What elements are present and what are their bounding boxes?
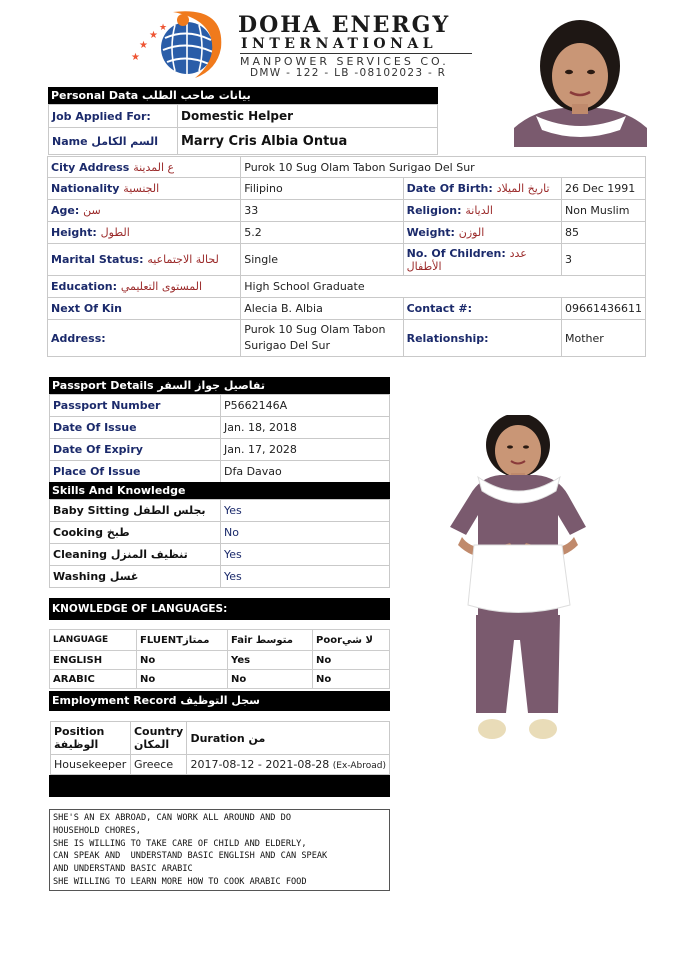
col-position-label: Position [54, 725, 105, 738]
col-duration-label: Duration [190, 731, 245, 745]
employment-duration: 2017-08-12 - 2021-08-28 [190, 758, 330, 771]
marital-label-cell [48, 244, 241, 276]
employment-position: Housekeeper [51, 755, 131, 775]
language-name: ARABIC [50, 670, 137, 689]
col-duration-label-ar: من [248, 731, 266, 745]
portrait-photo [514, 18, 647, 147]
education-label: Education: [51, 280, 117, 293]
employment-header-duration [187, 722, 390, 755]
employment-footer-bar [49, 775, 390, 797]
language-fluent: No [137, 651, 228, 670]
passport-number-value: P5662146A [221, 395, 390, 417]
skill-label: Washing [53, 570, 107, 583]
children-value: 3 [561, 244, 645, 276]
skill-label-cell [50, 522, 221, 544]
company-subtitle: INTERNATIONAL [241, 36, 438, 52]
dob-value: 26 Dec 1991 [561, 178, 645, 200]
weight-label-cell [403, 222, 561, 244]
religion-label-cell [403, 200, 561, 222]
employment-section-title: Employment Record سجل التوظيف [49, 691, 390, 711]
height-label: Height: [51, 226, 97, 239]
name-label-cell [49, 128, 178, 155]
children-label-ar: عدد الأطفال [406, 246, 527, 273]
employment-header-position [51, 722, 131, 755]
age-label-cell [48, 200, 241, 222]
language-row [50, 670, 390, 689]
full-body-photo [440, 415, 590, 745]
children-label: No. Of Children: [406, 246, 506, 260]
skill-value: Yes [221, 566, 390, 588]
marital-label: Marital Status: [51, 253, 144, 266]
nationality-label-cell [48, 178, 241, 200]
nationality-value: Filipino [241, 178, 403, 200]
svg-text:★: ★ [159, 23, 168, 33]
lang-header-fluent: FLUENTممتاز [137, 630, 228, 651]
skill-label-cell [50, 544, 221, 566]
company-name: DOHA ENERGY [238, 12, 451, 38]
skill-value: No [221, 522, 390, 544]
svg-text:★: ★ [149, 30, 158, 41]
relationship-label: Relationship: [403, 320, 561, 357]
skill-label: Baby Sitting [53, 504, 130, 517]
svg-text:★: ★ [131, 52, 140, 63]
job-label: Job Applied For: [49, 105, 178, 128]
education-label-ar: المستوى التعليمي [120, 280, 203, 293]
skill-label-cell [50, 566, 221, 588]
name-label: Name [52, 134, 88, 148]
language-name: ENGLISH [50, 651, 137, 670]
skill-label-ar: طبخ [106, 526, 130, 539]
nationality-label: Nationality [51, 182, 120, 195]
skill-row [50, 566, 390, 588]
marital-value: Single [241, 244, 403, 276]
skill-label-ar: بجلس الطفل [133, 504, 206, 517]
language-row [50, 651, 390, 670]
skill-label-ar: تنظيف المنزل [110, 548, 188, 561]
skills-table [49, 499, 390, 588]
city-label-ar: ع المدينة [133, 160, 175, 174]
company-logo [125, 8, 230, 83]
language-poor: No [313, 651, 390, 670]
company-license: DMW - 122 - LB -08102023 - R [250, 67, 447, 79]
age-value: 33 [241, 200, 403, 222]
kin-label: Next Of Kin [48, 298, 241, 320]
kin-value: Alecia B. Albia [241, 298, 403, 320]
contact-value: 09661436611 [561, 298, 645, 320]
language-poor: No [313, 670, 390, 689]
skill-row [50, 522, 390, 544]
personal-table [48, 104, 438, 155]
religion-label: Religion: [406, 204, 462, 217]
employment-header-country [130, 722, 187, 755]
language-fair: No [228, 670, 313, 689]
employment-country: Greece [130, 755, 187, 775]
expiry-date-label: Date Of Expiry [50, 439, 221, 461]
languages-table [49, 629, 390, 689]
religion-label-ar: الديانة [465, 204, 493, 217]
city-value: Purok 10 Sug Olam Tabon Surigao Del Sur [241, 157, 646, 178]
employment-row [51, 755, 390, 775]
lang-header-language: LANGUAGE [50, 630, 137, 651]
remarks-box: SHE'S AN EX ABROAD, CAN WORK ALL AROUND AND DO HOUSEHOLD CHORES, SHE IS WILLING TO TAKE CARE OF CHILD AND ELDERLY, CAN SPEAK AND UNDERSTAND BASIC ENGLISH AND CAN SPEAK AND UNDERSTAND BASIC ARABIC SHE WILLING TO LEARN MORE HOW TO COOK ARABIC FOOD [49, 809, 390, 891]
personal-section-title: Personal Data بيانات صاحب الطلب [48, 87, 438, 104]
col-country-label: Country [133, 725, 184, 738]
city-label: City Address [51, 160, 130, 174]
company-tagline: MANPOWER SERVICES CO. [240, 55, 449, 68]
skill-value: Yes [221, 544, 390, 566]
weight-label: Weight: [406, 226, 455, 239]
col-country-label-ar: المكان [133, 738, 170, 751]
weight-label-ar: الوزن [458, 226, 485, 239]
dob-label: Date Of Birth: [406, 182, 493, 195]
name-value: Marry Cris Albia Ontua [178, 128, 438, 155]
religion-value: Non Muslim [561, 200, 645, 222]
passport-table [49, 394, 390, 483]
children-label-cell [403, 244, 561, 276]
lang-header-poor: Poorلا شي [313, 630, 390, 651]
employment-duration-note: (Ex-Abroad) [332, 761, 386, 771]
skill-label-ar: غسل [109, 570, 139, 583]
languages-section-title: KNOWLEDGE OF LANGUAGES: [49, 598, 390, 620]
skill-value: Yes [221, 500, 390, 522]
expiry-date-value: Jan. 17, 2028 [221, 439, 390, 461]
relationship-value: Mother [561, 320, 645, 357]
skill-row [50, 544, 390, 566]
nationality-label-ar: الجنسية [123, 182, 160, 195]
language-fluent: No [137, 670, 228, 689]
weight-value: 85 [561, 222, 645, 244]
issue-date-label: Date Of Issue [50, 417, 221, 439]
height-value: 5.2 [241, 222, 403, 244]
city-label-cell [48, 157, 241, 178]
dob-label-ar: تاريخ الميلاد [496, 182, 550, 195]
age-label: Age: [51, 204, 80, 217]
height-label-cell [48, 222, 241, 244]
language-fair: Yes [228, 651, 313, 670]
employment-table [50, 721, 390, 775]
employment-duration-cell [187, 755, 390, 775]
skill-label: Cooking [53, 526, 103, 539]
age-label-ar: سن [83, 204, 101, 217]
job-value: Domestic Helper [178, 105, 438, 128]
lang-header-fair: Fair متوسط [228, 630, 313, 651]
issue-date-value: Jan. 18, 2018 [221, 417, 390, 439]
col-position-label-ar: الوظيفة [54, 738, 99, 751]
details-table [47, 156, 646, 357]
name-label-ar: السم الكامل [91, 134, 159, 148]
address-label: Address: [48, 320, 241, 357]
contact-label: Contact #: [403, 298, 561, 320]
skill-row [50, 500, 390, 522]
skill-label-cell [50, 500, 221, 522]
height-label-ar: الطول [100, 226, 130, 239]
svg-text:★: ★ [139, 40, 148, 51]
dob-label-cell [403, 178, 561, 200]
marital-label-ar: لحالة الاجتماعيه [147, 253, 219, 266]
skill-label: Cleaning [53, 548, 108, 561]
header-divider [240, 53, 472, 54]
issue-place-label: Place Of Issue [50, 461, 221, 483]
passport-section-title: Passport Details تفاصيل جواز السفر [49, 377, 390, 394]
skills-section-title: Skills And Knowledge [49, 482, 390, 499]
education-value: High School Graduate [241, 276, 646, 298]
address-value: Purok 10 Sug Olam Tabon Surigao Del Sur [241, 320, 403, 357]
education-label-cell [48, 276, 241, 298]
passport-number-label: Passport Number [50, 395, 221, 417]
issue-place-value: Dfa Davao [221, 461, 390, 483]
